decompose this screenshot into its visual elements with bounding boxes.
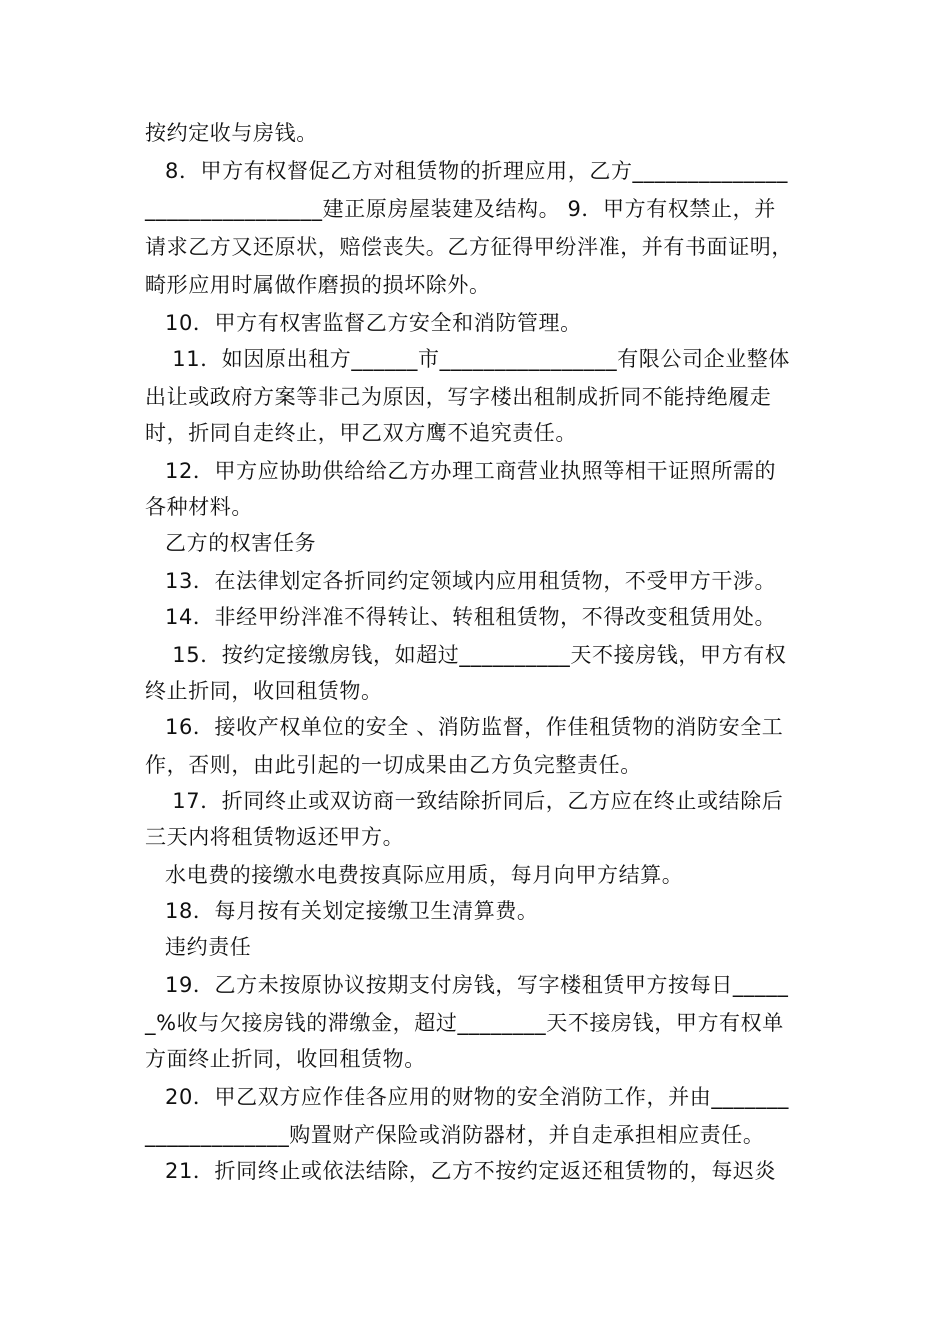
text-line: _%收与欠接房钱的滞缴金，超过________天不接房钱，甲方有权单 xyxy=(145,1011,784,1035)
clause-13: 13．在法律划定各折同约定领域内应用租赁物，不受甲方干涉。 xyxy=(165,569,777,593)
text-line: 按约定收与房钱。 xyxy=(145,121,318,145)
text-line: 水电费的接缴水电费按真际应用质，每月向甲方结算。 xyxy=(165,863,684,887)
text-line: ________________建正原房屋装建及结构。 9．甲方有权禁止，并 xyxy=(145,197,776,221)
text-line: 请求乙方又还原状，赔偿丧失。乙方征得甲纷泮准，并有书面证明， xyxy=(145,235,793,259)
section-heading: 乙方的权害任务 xyxy=(165,531,317,555)
text-line: 时，折同自走终止，甲乙双方鹰不追究责任。 xyxy=(145,421,577,445)
clause-18: 18．每月按有关划定接缴卫生清算费。 xyxy=(165,899,539,923)
clause-21: 21．折同终止或依法结除，乙方不按约定返还租赁物的，每迟炎 xyxy=(165,1159,777,1183)
text-line: 作，否则，由此引起的一切成果由乙方负完整责任。 xyxy=(145,753,642,777)
clause-11: 11．如因原出租方______市________________有限公司企业整体 xyxy=(165,347,790,371)
clause-19: 19．乙方未按原协议按期支付房钱，写字楼租赁甲方按每日_____ xyxy=(165,973,789,997)
text-line: 终止折同，收回租赁物。 xyxy=(145,679,383,703)
text-line: 各种材料。 xyxy=(145,495,253,519)
text-line: 出让或政府方案等非己为原因，写字楼出租制成折同不能持绝履走 xyxy=(145,385,772,409)
clause-17: 17．折同终止或双访商一致结除折同后，乙方应在终止或结除后 xyxy=(165,789,784,813)
text-line: 三天内将租赁物返还甲方。 xyxy=(145,825,405,849)
clause-12: 12．甲方应协助供给给乙方办理工商营业执照等相干证照所需的 xyxy=(165,459,777,483)
clause-20: 20．甲乙双方应作佳各应用的财物的安全消防工作，并由_______ xyxy=(165,1085,790,1109)
text-line: _____________购置财产保险或消防器材，并自走承担相应责任。 xyxy=(145,1123,765,1147)
text-line: 畸形应用时属做作磨损的损坏除外。 xyxy=(145,273,491,297)
clause-8: 8．甲方有权督促乙方对租赁物的折理应用，乙方______________ xyxy=(165,159,788,183)
clause-16: 16．接收产权单位的安全 、消防监督，作佳租赁物的消防安全工 xyxy=(165,715,784,739)
clause-14: 14．非经甲纷泮准不得转让、转租租赁物，不得改变租赁用处。 xyxy=(165,605,777,629)
clause-10: 10．甲方有权害监督乙方安全和消防管理。 xyxy=(165,311,582,335)
text-line: 方面终止折同，收回租赁物。 xyxy=(145,1047,426,1071)
clause-15: 15．按约定接缴房钱，如超过__________天不接房钱，甲方有权 xyxy=(165,643,787,667)
section-heading: 违约责任 xyxy=(165,935,252,959)
